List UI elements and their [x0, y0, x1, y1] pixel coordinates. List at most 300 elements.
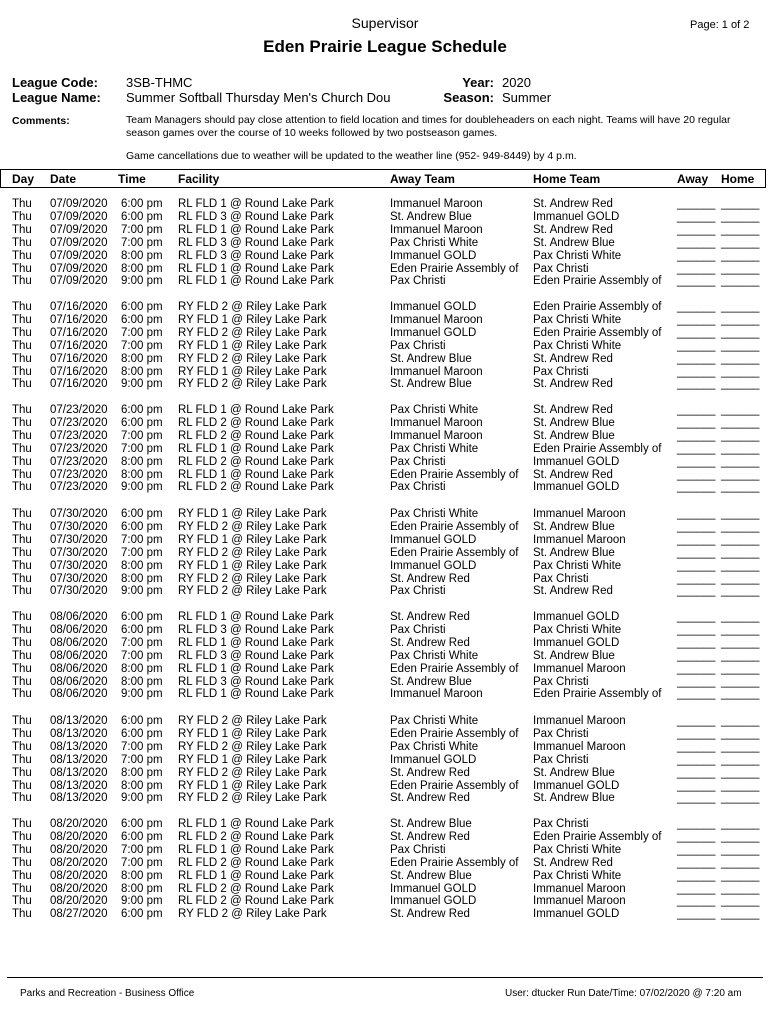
page-number: Page: 1 of 2 — [690, 19, 750, 31]
cell-home-team: Pax Christi White — [533, 559, 622, 572]
home-score-blank: ______ — [721, 688, 760, 701]
cell-facility: RL FLD 2 @ Round Lake Park — [178, 856, 334, 869]
cell-away-team: Eden Prairie Assembly of — [390, 779, 519, 792]
away-score-blank: ______ — [677, 326, 716, 339]
league-name-value: Summer Softball Thursday Men's Church Dou — [126, 90, 391, 105]
home-score-blank: ______ — [721, 779, 760, 792]
cell-date: 07/30/2020 — [50, 572, 108, 585]
year-value: 2020 — [502, 75, 531, 90]
cell-time: 6:00 pm — [121, 404, 163, 416]
away-score-blank: ______ — [677, 636, 716, 649]
cell-day: Thu — [12, 882, 32, 895]
cell-time: 8:00 pm — [121, 779, 163, 792]
cell-time: 8:00 pm — [121, 662, 163, 675]
home-score-blank: ______ — [721, 210, 760, 223]
cell-date: 07/09/2020 — [50, 262, 108, 275]
league-name-label: League Name: — [12, 90, 101, 105]
cell-facility: RY FLD 1 @ Riley Lake Park — [178, 753, 327, 766]
home-score-blank: ______ — [721, 339, 760, 352]
cell-away-team: St. Andrew Red — [390, 611, 470, 623]
cell-home-team: Immanuel Maroon — [533, 882, 626, 895]
cell-day: Thu — [12, 365, 32, 378]
cell-day: Thu — [12, 326, 32, 339]
cell-day: Thu — [12, 572, 32, 585]
cell-away-team: Eden Prairie Assembly of — [390, 727, 519, 740]
cell-away-team: St. Andrew Red — [390, 830, 470, 843]
cell-away-team: St. Andrew Red — [390, 636, 470, 649]
cell-date: 07/30/2020 — [50, 533, 108, 546]
away-score-blank: ______ — [677, 365, 716, 378]
cell-day: Thu — [12, 727, 32, 740]
cell-away-team: Eden Prairie Assembly of — [390, 662, 519, 675]
cell-home-team: Pax Christi White — [533, 843, 622, 856]
col-home-score: Home — [721, 172, 755, 186]
cell-time: 8:00 pm — [121, 468, 163, 481]
cell-facility: RY FLD 1 @ Riley Lake Park — [178, 727, 327, 740]
cell-time: 8:00 pm — [121, 869, 163, 882]
cell-away-team: St. Andrew Blue — [390, 352, 472, 365]
away-score-blank: ______ — [677, 869, 716, 882]
cell-date: 07/09/2020 — [50, 198, 108, 210]
footer-office: Parks and Recreation - Business Office — [20, 988, 195, 999]
col-away-score: Away — [677, 172, 709, 186]
cell-facility: RL FLD 1 @ Round Lake Park — [178, 869, 334, 882]
cell-facility: RY FLD 1 @ Riley Lake Park — [178, 365, 327, 378]
cell-time: 8:00 pm — [121, 352, 163, 365]
away-score-blank: ______ — [677, 766, 716, 779]
cell-day: Thu — [12, 429, 32, 442]
cell-away-team: Pax Christi White — [390, 404, 479, 416]
home-score-blank: ______ — [721, 508, 760, 520]
cell-time: 6:00 pm — [121, 313, 163, 326]
cell-time: 7:00 pm — [121, 546, 163, 559]
cell-home-team: St. Andrew Blue — [533, 416, 615, 429]
home-score-blank: ______ — [721, 468, 760, 481]
cell-home-team: Pax Christi White — [533, 249, 622, 262]
cell-date: 08/20/2020 — [50, 843, 108, 856]
cell-away-team: Eden Prairie Assembly of — [390, 262, 519, 275]
cell-time: 8:00 pm — [121, 365, 163, 378]
league-code-value: 3SB-THMC — [126, 75, 193, 90]
away-score-blank: ______ — [677, 404, 716, 416]
cell-home-team: Immanuel Maroon — [533, 715, 626, 727]
cell-day: Thu — [12, 818, 32, 830]
cell-date: 08/20/2020 — [50, 882, 108, 895]
cell-away-team: St. Andrew Blue — [390, 210, 472, 223]
cell-day: Thu — [12, 416, 32, 429]
cell-facility: RL FLD 1 @ Round Lake Park — [178, 843, 334, 856]
cell-time: 7:00 pm — [121, 636, 163, 649]
away-score-blank: ______ — [677, 455, 716, 468]
cell-time: 7:00 pm — [121, 753, 163, 766]
away-score-blank: ______ — [677, 559, 716, 572]
cell-time: 7:00 pm — [121, 223, 163, 236]
cell-home-team: St. Andrew Red — [533, 378, 613, 391]
col-time: Time — [118, 172, 146, 186]
cell-date: 07/16/2020 — [50, 326, 108, 339]
table-header-bar — [0, 169, 766, 188]
cell-home-team: St. Andrew Blue — [533, 792, 615, 805]
cell-away-team: Pax Christi White — [390, 508, 479, 520]
home-score-blank: ______ — [721, 559, 760, 572]
cell-day: Thu — [12, 546, 32, 559]
cell-facility: RY FLD 2 @ Riley Lake Park — [178, 352, 327, 365]
cell-day: Thu — [12, 649, 32, 662]
cell-time: 6:00 pm — [121, 715, 163, 727]
cell-day: Thu — [12, 352, 32, 365]
cell-away-team: Immanuel Maroon — [390, 223, 483, 236]
cell-facility: RY FLD 1 @ Riley Lake Park — [178, 779, 327, 792]
cell-facility: RL FLD 1 @ Round Lake Park — [178, 662, 334, 675]
cell-home-team: St. Andrew Blue — [533, 236, 615, 249]
cell-home-team: Immanuel GOLD — [533, 210, 620, 223]
cell-facility: RL FLD 1 @ Round Lake Park — [178, 198, 334, 210]
cell-date: 07/09/2020 — [50, 249, 108, 262]
cell-away-team: Immanuel Maroon — [390, 365, 483, 378]
cell-facility: RY FLD 2 @ Riley Lake Park — [178, 908, 327, 921]
cell-away-team: Immanuel Maroon — [390, 416, 483, 429]
cell-facility: RY FLD 2 @ Riley Lake Park — [178, 585, 327, 598]
cell-day: Thu — [12, 869, 32, 882]
col-day: Day — [12, 172, 35, 186]
cell-away-team: Pax Christi White — [390, 649, 479, 662]
home-score-blank: ______ — [721, 249, 760, 262]
away-score-blank: ______ — [677, 236, 716, 249]
cell-facility: RY FLD 2 @ Riley Lake Park — [178, 572, 327, 585]
cell-date: 07/23/2020 — [50, 429, 108, 442]
cell-away-team: St. Andrew Blue — [390, 675, 472, 688]
cell-home-team: Pax Christi White — [533, 313, 622, 326]
home-score-blank: ______ — [721, 429, 760, 442]
cell-facility: RL FLD 2 @ Round Lake Park — [178, 481, 334, 494]
cell-time: 7:00 pm — [121, 326, 163, 339]
away-score-blank: ______ — [677, 572, 716, 585]
cell-facility: RL FLD 2 @ Round Lake Park — [178, 429, 334, 442]
cell-facility: RL FLD 1 @ Round Lake Park — [178, 818, 334, 830]
footer-divider — [7, 977, 763, 978]
home-score-blank: ______ — [721, 895, 760, 908]
cell-home-team: Pax Christi — [533, 262, 589, 275]
cell-facility: RY FLD 1 @ Riley Lake Park — [178, 533, 327, 546]
cell-day: Thu — [12, 442, 32, 455]
cell-home-team: St. Andrew Red — [533, 198, 613, 210]
home-score-blank: ______ — [721, 753, 760, 766]
away-score-blank: ______ — [677, 313, 716, 326]
away-score-blank: ______ — [677, 856, 716, 869]
cell-date: 08/13/2020 — [50, 753, 108, 766]
cell-time: 6:00 pm — [121, 416, 163, 429]
away-score-blank: ______ — [677, 249, 716, 262]
cell-time: 8:00 pm — [121, 766, 163, 779]
col-facility: Facility — [178, 172, 220, 186]
cell-date: 08/27/2020 — [50, 908, 108, 921]
cell-day: Thu — [12, 611, 32, 623]
cell-day: Thu — [12, 675, 32, 688]
cell-home-team: Immanuel GOLD — [533, 636, 620, 649]
home-score-blank: ______ — [721, 766, 760, 779]
cell-away-team: Pax Christi — [390, 843, 446, 856]
cell-home-team: St. Andrew Red — [533, 223, 613, 236]
cell-away-team: Immanuel GOLD — [390, 895, 477, 908]
home-score-blank: ______ — [721, 908, 760, 921]
cell-away-team: Pax Christi White — [390, 442, 479, 455]
cell-date: 08/06/2020 — [50, 623, 108, 636]
cell-time: 7:00 pm — [121, 740, 163, 753]
cell-day: Thu — [12, 301, 32, 313]
cell-day: Thu — [12, 636, 32, 649]
home-score-blank: ______ — [721, 869, 760, 882]
cell-home-team: Immanuel GOLD — [533, 611, 620, 623]
cell-date: 08/20/2020 — [50, 830, 108, 843]
cell-time: 7:00 pm — [121, 429, 163, 442]
cell-facility: RY FLD 2 @ Riley Lake Park — [178, 715, 327, 727]
cell-facility: RL FLD 3 @ Round Lake Park — [178, 649, 334, 662]
cell-time: 6:00 pm — [121, 830, 163, 843]
home-score-blank: ______ — [721, 533, 760, 546]
home-score-blank: ______ — [721, 882, 760, 895]
cell-home-team: St. Andrew Red — [533, 404, 613, 416]
cell-facility: RY FLD 2 @ Riley Lake Park — [178, 740, 327, 753]
cell-time: 8:00 pm — [121, 249, 163, 262]
away-score-blank: ______ — [677, 442, 716, 455]
away-score-blank: ______ — [677, 262, 716, 275]
cell-away-team: Pax Christi — [390, 585, 446, 598]
cell-time: 6:00 pm — [121, 520, 163, 533]
cell-time: 6:00 pm — [121, 611, 163, 623]
cell-date: 08/13/2020 — [50, 766, 108, 779]
cell-day: Thu — [12, 378, 32, 391]
away-score-blank: ______ — [677, 843, 716, 856]
cell-day: Thu — [12, 753, 32, 766]
home-score-blank: ______ — [721, 442, 760, 455]
home-score-blank: ______ — [721, 715, 760, 727]
cell-away-team: Eden Prairie Assembly of — [390, 520, 519, 533]
cell-home-team: Eden Prairie Assembly of — [533, 442, 662, 455]
cell-home-team: St. Andrew Blue — [533, 766, 615, 779]
cell-away-team: Immanuel Maroon — [390, 313, 483, 326]
cell-facility: RY FLD 2 @ Riley Lake Park — [178, 326, 327, 339]
cell-facility: RL FLD 3 @ Round Lake Park — [178, 623, 334, 636]
home-score-blank: ______ — [721, 856, 760, 869]
cell-day: Thu — [12, 908, 32, 921]
cell-home-team: St. Andrew Red — [533, 585, 613, 598]
cell-away-team: Immanuel GOLD — [390, 753, 477, 766]
cell-date: 07/30/2020 — [50, 585, 108, 598]
col-home-team: Home Team — [533, 172, 601, 186]
cell-time: 8:00 pm — [121, 559, 163, 572]
cell-time: 6:00 pm — [121, 623, 163, 636]
away-score-blank: ______ — [677, 508, 716, 520]
cell-day: Thu — [12, 830, 32, 843]
away-score-blank: ______ — [677, 882, 716, 895]
away-score-blank: ______ — [677, 611, 716, 623]
cell-date: 07/23/2020 — [50, 416, 108, 429]
cell-facility: RL FLD 2 @ Round Lake Park — [178, 455, 334, 468]
cell-day: Thu — [12, 339, 32, 352]
cell-home-team: St. Andrew Blue — [533, 429, 615, 442]
home-score-blank: ______ — [721, 623, 760, 636]
cell-facility: RY FLD 2 @ Riley Lake Park — [178, 766, 327, 779]
cell-date: 07/30/2020 — [50, 559, 108, 572]
home-score-blank: ______ — [721, 416, 760, 429]
away-score-blank: ______ — [677, 792, 716, 805]
cell-time: 9:00 pm — [121, 481, 163, 494]
cell-facility: RY FLD 1 @ Riley Lake Park — [178, 339, 327, 352]
cell-day: Thu — [12, 249, 32, 262]
away-score-blank: ______ — [677, 688, 716, 701]
cell-facility: RY FLD 2 @ Riley Lake Park — [178, 301, 327, 313]
cell-date: 07/30/2020 — [50, 546, 108, 559]
home-score-blank: ______ — [721, 365, 760, 378]
cell-day: Thu — [12, 559, 32, 572]
cell-time: 9:00 pm — [121, 895, 163, 908]
cell-away-team: St. Andrew Blue — [390, 869, 472, 882]
cell-away-team: St. Andrew Blue — [390, 378, 472, 391]
cell-facility: RL FLD 1 @ Round Lake Park — [178, 223, 334, 236]
home-score-blank: ______ — [721, 301, 760, 313]
cell-facility: RY FLD 2 @ Riley Lake Park — [178, 378, 327, 391]
cell-home-team: St. Andrew Red — [533, 352, 613, 365]
col-date: Date — [50, 172, 77, 186]
cell-date: 08/06/2020 — [50, 611, 108, 623]
cell-time: 9:00 pm — [121, 275, 163, 288]
cell-facility: RY FLD 2 @ Riley Lake Park — [178, 520, 327, 533]
away-score-blank: ______ — [677, 429, 716, 442]
home-score-blank: ______ — [721, 662, 760, 675]
cell-date: 07/09/2020 — [50, 236, 108, 249]
home-score-blank: ______ — [721, 636, 760, 649]
cell-date: 08/20/2020 — [50, 869, 108, 882]
cell-facility: RL FLD 2 @ Round Lake Park — [178, 830, 334, 843]
footer-run-info: User: dtucker Run Date/Time: 07/02/2020 @ 7:20 am — [505, 988, 742, 999]
cell-day: Thu — [12, 481, 32, 494]
cell-date: 08/06/2020 — [50, 649, 108, 662]
away-score-blank: ______ — [677, 715, 716, 727]
cell-date: 07/30/2020 — [50, 508, 108, 520]
home-score-blank: ______ — [721, 792, 760, 805]
cell-home-team: Immanuel Maroon — [533, 740, 626, 753]
cell-day: Thu — [12, 275, 32, 288]
cell-facility: RL FLD 1 @ Round Lake Park — [178, 262, 334, 275]
cell-home-team: Immanuel GOLD — [533, 455, 620, 468]
cell-date: 08/13/2020 — [50, 727, 108, 740]
home-score-blank: ______ — [721, 236, 760, 249]
season-label: Season: — [443, 90, 494, 105]
season-value: Summer — [502, 90, 552, 105]
cell-time: 6:00 pm — [121, 198, 163, 210]
away-score-blank: ______ — [677, 275, 716, 288]
cell-time: 7:00 pm — [121, 843, 163, 856]
cell-date: 07/16/2020 — [50, 301, 108, 313]
cell-day: Thu — [12, 468, 32, 481]
away-score-blank: ______ — [677, 675, 716, 688]
cell-date: 08/06/2020 — [50, 662, 108, 675]
cell-day: Thu — [12, 623, 32, 636]
away-score-blank: ______ — [677, 352, 716, 365]
year-label: Year: — [462, 75, 494, 90]
cell-date: 08/13/2020 — [50, 792, 108, 805]
home-score-blank: ______ — [721, 313, 760, 326]
cell-day: Thu — [12, 766, 32, 779]
cell-facility: RL FLD 2 @ Round Lake Park — [178, 882, 334, 895]
comments-label: Comments: — [12, 115, 70, 127]
cell-away-team: Eden Prairie Assembly of — [390, 468, 519, 481]
cell-day: Thu — [12, 520, 32, 533]
cell-day: Thu — [12, 262, 32, 275]
away-score-blank: ______ — [677, 895, 716, 908]
cell-facility: RL FLD 3 @ Round Lake Park — [178, 210, 334, 223]
cell-facility: RL FLD 1 @ Round Lake Park — [178, 404, 334, 416]
away-score-blank: ______ — [677, 818, 716, 830]
cell-away-team: St. Andrew Red — [390, 792, 470, 805]
cell-away-team: Immanuel GOLD — [390, 882, 477, 895]
cell-home-team: Eden Prairie Assembly of — [533, 830, 662, 843]
weather-comment: Game cancellations due to weather will be updated to the weather line (952- 949-8449) by 4 p.m. — [126, 150, 577, 162]
cell-time: 9:00 pm — [121, 585, 163, 598]
cell-facility: RL FLD 1 @ Round Lake Park — [178, 275, 334, 288]
home-score-blank: ______ — [721, 675, 760, 688]
cell-day: Thu — [12, 223, 32, 236]
home-score-blank: ______ — [721, 378, 760, 391]
cell-day: Thu — [12, 210, 32, 223]
cell-date: 08/13/2020 — [50, 715, 108, 727]
home-score-blank: ______ — [721, 649, 760, 662]
cell-day: Thu — [12, 792, 32, 805]
cell-date: 08/13/2020 — [50, 740, 108, 753]
cell-home-team: Pax Christi — [533, 753, 589, 766]
away-score-blank: ______ — [677, 753, 716, 766]
cell-day: Thu — [12, 779, 32, 792]
cell-date: 07/23/2020 — [50, 404, 108, 416]
cell-date: 08/20/2020 — [50, 818, 108, 830]
comment-text: Team Managers should pay close attention to field location and times for doubleheaders on each night. Teams will have 20 regular season games over the course of 10 weeks followed by two postseason games. — [126, 114, 731, 139]
cell-facility: RL FLD 1 @ Round Lake Park — [178, 442, 334, 455]
cell-away-team: Pax Christi — [390, 623, 446, 636]
cell-home-team: Pax Christi — [533, 727, 589, 740]
cell-day: Thu — [12, 508, 32, 520]
home-score-blank: ______ — [721, 818, 760, 830]
cell-time: 6:00 pm — [121, 727, 163, 740]
cell-time: 7:00 pm — [121, 856, 163, 869]
cell-date: 08/06/2020 — [50, 675, 108, 688]
cell-time: 7:00 pm — [121, 236, 163, 249]
cell-away-team: Immanuel GOLD — [390, 249, 477, 262]
cell-home-team: Immanuel Maroon — [533, 533, 626, 546]
cell-date: 07/16/2020 — [50, 365, 108, 378]
cell-away-team: Immanuel Maroon — [390, 429, 483, 442]
cell-away-team: Pax Christi White — [390, 715, 479, 727]
cell-day: Thu — [12, 895, 32, 908]
cell-time: 8:00 pm — [121, 882, 163, 895]
away-score-blank: ______ — [677, 468, 716, 481]
home-score-blank: ______ — [721, 727, 760, 740]
cell-away-team: Immanuel GOLD — [390, 326, 477, 339]
home-score-blank: ______ — [721, 572, 760, 585]
cell-away-team: Eden Prairie Assembly of — [390, 856, 519, 869]
home-score-blank: ______ — [721, 740, 760, 753]
home-score-blank: ______ — [721, 585, 760, 598]
home-score-blank: ______ — [721, 404, 760, 416]
cell-date: 08/13/2020 — [50, 779, 108, 792]
away-score-blank: ______ — [677, 520, 716, 533]
cell-date: 07/16/2020 — [50, 339, 108, 352]
cell-home-team: Pax Christi — [533, 365, 589, 378]
cell-day: Thu — [12, 533, 32, 546]
cell-facility: RY FLD 2 @ Riley Lake Park — [178, 792, 327, 805]
cell-day: Thu — [12, 585, 32, 598]
away-score-blank: ______ — [677, 210, 716, 223]
cell-time: 6:00 pm — [121, 210, 163, 223]
